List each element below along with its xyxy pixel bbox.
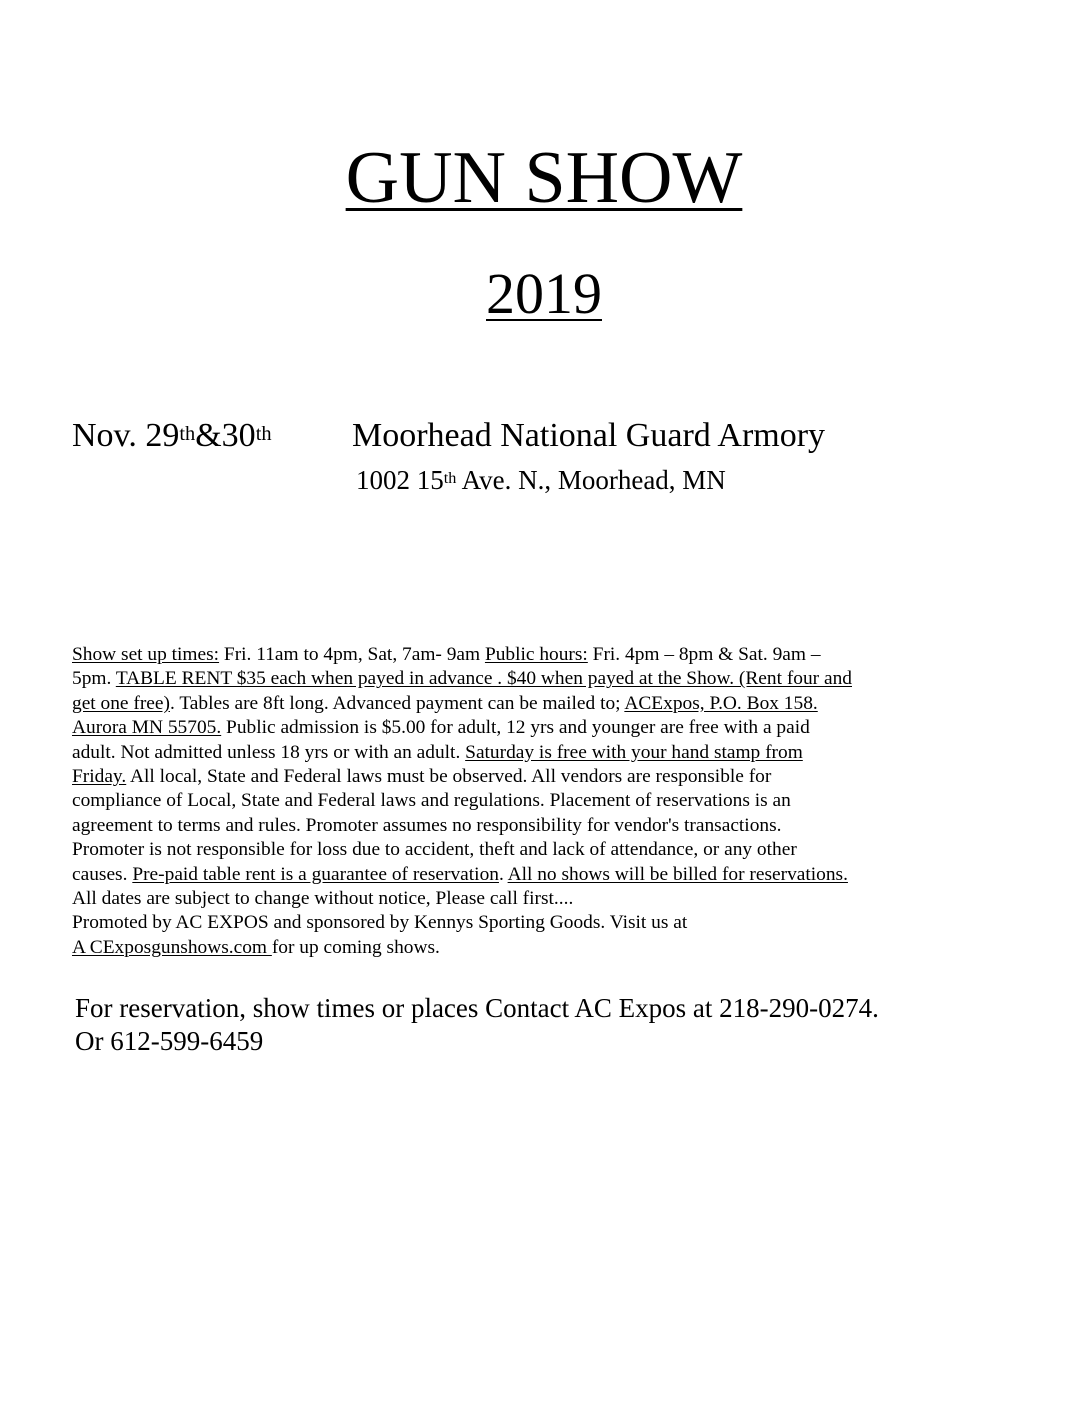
dates-sup: th	[255, 423, 272, 445]
details-text: .	[498, 863, 508, 885]
details-line	[72, 643, 1012, 667]
details-text: All dates are subject to change without notice, Please call first....	[72, 887, 574, 909]
prepaid-guarantee-note: Pre-paid table rent is a guarantee of reservation	[132, 863, 499, 885]
details-line	[72, 692, 1012, 716]
address-sup: th	[443, 469, 457, 487]
hand-stamp-note: Saturday is free with your hand stamp from	[465, 741, 803, 763]
details-line	[72, 814, 1012, 838]
mailing-address: Aurora MN 55705.	[72, 717, 222, 739]
setup-times-label: Show set up times:	[72, 644, 220, 665]
address-text: 1002 15	[356, 465, 444, 495]
details-text: causes.	[72, 863, 133, 885]
hand-stamp-note: Friday.	[72, 765, 127, 787]
venue-address	[356, 462, 726, 498]
details-line	[72, 936, 1012, 960]
address-text: Ave. N., Moorhead, MN	[456, 465, 726, 495]
table-rent-text: get one free)	[72, 692, 170, 714]
public-hours-label: Public hours:	[484, 644, 588, 665]
contact-line: Or 612-599-6459	[75, 1026, 264, 1056]
contact-info	[75, 992, 879, 1058]
details-line	[72, 789, 1012, 813]
details-line	[72, 838, 1012, 862]
details-text: Fri. 4pm – 8pm & Sat. 9am –	[587, 644, 821, 665]
details-text: Promoted by AC EXPOS and sponsored by Kennys Sporting Goods. Visit us at	[72, 912, 688, 934]
venue-name: Moorhead National Guard Armory	[352, 417, 826, 454]
show-dates	[72, 414, 272, 458]
dates-text: &30	[195, 417, 256, 454]
details-line	[72, 765, 1012, 789]
dates-sup: th	[179, 423, 196, 445]
no-show-billing-note: All no shows will be billed for reservations.	[507, 863, 848, 885]
show-details	[72, 643, 1012, 960]
mailing-address: ACExpos, P.O. Box 158.	[624, 692, 818, 714]
details-line	[72, 667, 1012, 691]
details-line	[72, 911, 1012, 935]
details-text: compliance of Local, State and Federal laws and regulations. Placement of reservations is an	[72, 790, 791, 812]
details-text: 5pm.	[72, 668, 116, 690]
details-line	[72, 863, 1012, 887]
details-text: Public admission is $5.00 for adult, 12 yrs and younger are free with a paid	[221, 717, 810, 739]
contact-line: For reservation, show times or places Contact AC Expos at 218-290-0274.	[75, 993, 879, 1023]
flyer-title: GUN SHOW	[345, 137, 743, 219]
details-text: agreement to terms and rules. Promoter assumes no responsibility for vendor's transactions.	[72, 814, 782, 836]
details-text: Promoter is not responsible for loss due to accident, theft and lack of attendance, or any other	[72, 839, 797, 861]
details-line	[72, 716, 1012, 740]
details-text: . Tables are 8ft long. Advanced payment can be mailed to;	[169, 692, 625, 714]
details-text: for up coming shows.	[271, 936, 440, 958]
flyer-year: 2019	[486, 261, 602, 326]
details-line	[72, 887, 1012, 911]
details-text: adult. Not admitted unless 18 yrs or with an adult.	[72, 741, 466, 763]
details-line	[72, 741, 1012, 765]
details-text: All local, State and Federal laws must be observed. All vendors are responsible for	[126, 765, 772, 787]
details-text: Fri. 11am to 4pm, Sat, 7am- 9am	[219, 644, 485, 665]
table-rent-text: TABLE RENT $35 each when payed in advance . $40 when payed at the Show. (Rent four and	[115, 668, 852, 690]
dates-text: Nov. 29	[72, 417, 180, 454]
website-link[interactable]: A CExposgunshows.com	[72, 936, 272, 958]
